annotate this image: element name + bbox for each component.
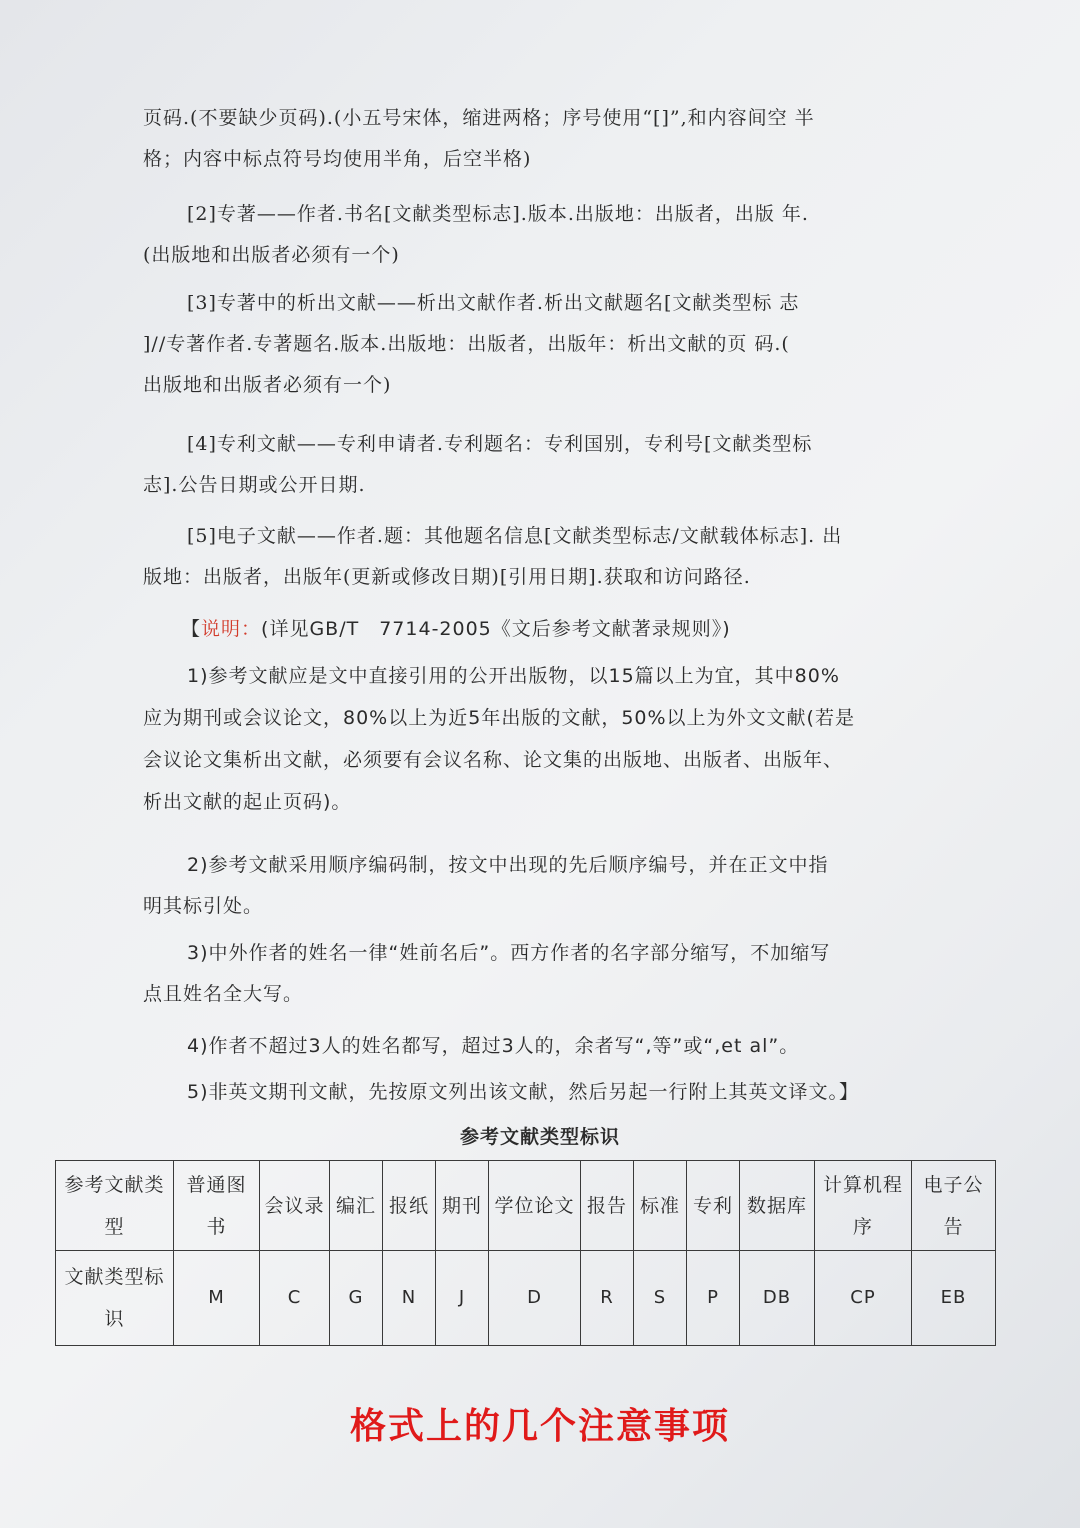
table-header-cell: 普通图书 [174, 1161, 260, 1251]
table-header-cell: 专利 [687, 1161, 740, 1251]
table-code-cell: J [436, 1251, 489, 1346]
table-header-row [56, 1161, 996, 1251]
table-header-cell: 电子公告 [912, 1161, 996, 1251]
table-header-cell: 报告 [581, 1161, 634, 1251]
table-header-cell: 报纸 [383, 1161, 436, 1251]
table-code-cell: D [489, 1251, 581, 1346]
table-code-cell: CP [815, 1251, 912, 1346]
table-code-row [56, 1251, 996, 1346]
note-label: 说明： [201, 618, 262, 640]
table-header-cell: 计算机程序 [815, 1161, 912, 1251]
table-code-cell: N [383, 1251, 436, 1346]
rule-3: 3)中外作者的姓名一律“姓前名后”。西方作者的名字部分缩写，不加缩写 点且姓名全大写。 [143, 942, 831, 1005]
table-row-label: 文献类型标识 [56, 1251, 174, 1346]
rule-1: 1)参考文献应是文中直接引用的公开出版物，以15篇以上为宜，其中80% 应为期刊或会议论文，80%以上为近5年出版的文献，50%以上为外文文献(若是 会议论文集析出文献，必须要有会议名称、论文集的出版地、出版者、出版年、 析出文献的起止页码)。 [143, 665, 855, 813]
table-code-cell: M [174, 1251, 260, 1346]
rule-5: 5)非英文期刊文献，先按原文列出该文献，然后另起一行附上其英文译文。】 [187, 1081, 860, 1103]
table-header-cell: 会议录 [260, 1161, 330, 1251]
table-header-cell: 参考文献类型 [56, 1161, 174, 1251]
paragraph-monograph-extract: [3]专著中的析出文献——析出文献作者.析出文献题名[文献类型标 志 ]//专著作者.专著题名.版本.出版地：出版者，出版年：析出文献的页 码.( 出版地和出版者必须有一个) [143, 292, 800, 396]
table-code-cell: G [330, 1251, 383, 1346]
rule-4: 4)作者不超过3人的姓名都写，超过3人的，余者写“,等”或“,et al”。 [187, 1035, 800, 1057]
rule-2: 2)参考文献采用顺序编码制，按文中出现的先后顺序编号，并在正文中指 明其标引处。 [143, 854, 829, 917]
table-header-cell: 学位论文 [489, 1161, 581, 1251]
table-code-cell: DB [740, 1251, 815, 1346]
paragraph-page-number-note: 页码.(不要缺少页码).(小五号宋体，缩进两格；序号使用“[]”,和内容间空 半 格；内容中标点符号均使用半角，后空半格) [143, 107, 815, 170]
paragraph-patent: [4]专利文献——专利申请者.专利题名：专利国别，专利号[文献类型标 志].公告日期或公开日期. [143, 433, 813, 496]
table-header-cell: 期刊 [436, 1161, 489, 1251]
table-code-cell: R [581, 1251, 634, 1346]
table-code-cell: P [687, 1251, 740, 1346]
table-header-cell: 编汇 [330, 1161, 383, 1251]
table-code-cell: C [260, 1251, 330, 1346]
table-title: 参考文献类型标识 [459, 1126, 620, 1148]
table-code-cell: EB [912, 1251, 996, 1346]
footer-title: 格式上的几个注意事项 [349, 1405, 730, 1447]
table-header-cell: 数据库 [740, 1161, 815, 1251]
reference-type-table [55, 1160, 996, 1346]
note-heading: 【说明：(详见GB/T 7714-2005《文后参考文献著录规则》) [181, 618, 731, 640]
paragraph-electronic: [5]电子文献——作者.题：其他题名信息[文献类型标志/文献载体标志]. 出 版地：出版者，出版年(更新或修改日期)[引用日期].获取和访问路径. [143, 525, 843, 588]
paragraph-monograph: [2]专著——作者.书名[文献类型标志].版本.出版地：出版者，出版 年. (出版地和出版者必须有一个) [143, 203, 809, 266]
table-header-cell: 标准 [634, 1161, 687, 1251]
table-code-cell: S [634, 1251, 687, 1346]
